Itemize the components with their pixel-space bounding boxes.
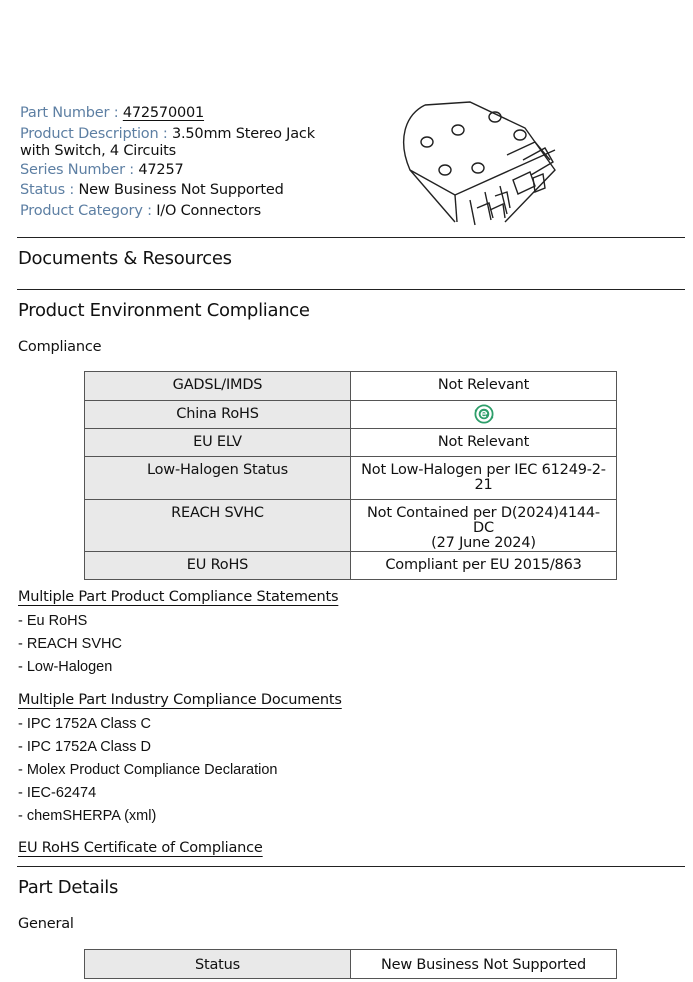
table-row bbox=[85, 429, 617, 457]
table-value-line2: 21 bbox=[474, 477, 493, 493]
product-drawing-image bbox=[395, 100, 560, 226]
table-value-line1: Not Contained per D(2024)4144-DC bbox=[367, 505, 600, 536]
product-header bbox=[20, 105, 360, 223]
list-item[interactable]: - REACH SVHC bbox=[18, 636, 122, 652]
table-key: EU RoHS bbox=[85, 552, 351, 580]
series-value: 47257 bbox=[138, 161, 184, 178]
table-value bbox=[351, 500, 617, 552]
table-key: EU ELV bbox=[85, 429, 351, 457]
statements-link[interactable]: Multiple Part Product Compliance Statements bbox=[18, 589, 339, 605]
series-row bbox=[20, 162, 360, 179]
category-label: Product Category : bbox=[20, 202, 152, 219]
part-details-heading: Part Details bbox=[18, 877, 119, 898]
table-row bbox=[85, 457, 617, 500]
documents-heading: Documents & Resources bbox=[18, 248, 232, 269]
status-value: New Business Not Supported bbox=[78, 182, 284, 198]
table-key: REACH SVHC bbox=[85, 500, 351, 552]
divider-1 bbox=[17, 237, 685, 238]
industry-docs-link[interactable]: Multiple Part Industry Compliance Documents bbox=[18, 692, 342, 708]
status-label: Status : bbox=[20, 182, 75, 198]
series-label: Series Number : bbox=[20, 161, 134, 178]
general-heading: General bbox=[18, 916, 74, 932]
table-value: Not Relevant bbox=[351, 372, 617, 401]
category-value: I/O Connectors bbox=[156, 202, 261, 219]
table-key: GADSL/IMDS bbox=[85, 372, 351, 401]
divider-2 bbox=[17, 289, 685, 290]
table-value bbox=[351, 401, 617, 429]
table-value-line1: Not Low-Halogen per IEC 61249-2- bbox=[361, 462, 606, 478]
industry-docs-list bbox=[18, 716, 278, 831]
table-value-line2: (27 June 2024) bbox=[431, 535, 536, 551]
table-row bbox=[85, 950, 617, 979]
table-row bbox=[85, 401, 617, 429]
description-row bbox=[20, 126, 360, 160]
table-value bbox=[351, 457, 617, 500]
general-table bbox=[84, 949, 617, 979]
description-value-line2: with Switch, 4 Circuits bbox=[20, 142, 176, 159]
list-item[interactable]: - IEC-62474 bbox=[18, 785, 97, 801]
certificate-link[interactable]: EU RoHS Certificate of Compliance bbox=[18, 840, 263, 856]
environment-heading: Product Environment Compliance bbox=[18, 300, 310, 321]
table-key: Status bbox=[85, 950, 351, 979]
table-value: Not Relevant bbox=[351, 429, 617, 457]
table-key: China RoHS bbox=[85, 401, 351, 429]
list-item[interactable]: - Low-Halogen bbox=[18, 659, 113, 675]
list-item[interactable]: - Molex Product Compliance Declaration bbox=[18, 762, 278, 778]
part-number-row bbox=[20, 105, 360, 122]
list-item[interactable]: - chemSHERPA (xml) bbox=[18, 808, 157, 824]
table-value: Compliant per EU 2015/863 bbox=[351, 552, 617, 580]
description-value-line1: 3.50mm Stereo Jack bbox=[171, 125, 315, 142]
list-item[interactable]: - Eu RoHS bbox=[18, 613, 88, 629]
description-label: Product Description : bbox=[20, 125, 168, 142]
china-rohs-green-e-icon bbox=[474, 404, 494, 424]
divider-3 bbox=[17, 866, 685, 867]
status-row bbox=[20, 182, 360, 199]
table-key: Low-Halogen Status bbox=[85, 457, 351, 500]
table-value: New Business Not Supported bbox=[351, 950, 617, 979]
statements-list bbox=[18, 613, 122, 682]
compliance-table bbox=[84, 371, 617, 580]
compliance-heading: Compliance bbox=[18, 339, 102, 355]
list-item[interactable]: - IPC 1752A Class C bbox=[18, 716, 151, 732]
part-number-value[interactable]: 472570001 bbox=[122, 105, 205, 121]
table-row bbox=[85, 552, 617, 580]
list-item[interactable]: - IPC 1752A Class D bbox=[18, 739, 151, 755]
part-number-label: Part Number : bbox=[20, 105, 119, 121]
table-row bbox=[85, 500, 617, 552]
table-row bbox=[85, 372, 617, 401]
category-row bbox=[20, 203, 360, 220]
